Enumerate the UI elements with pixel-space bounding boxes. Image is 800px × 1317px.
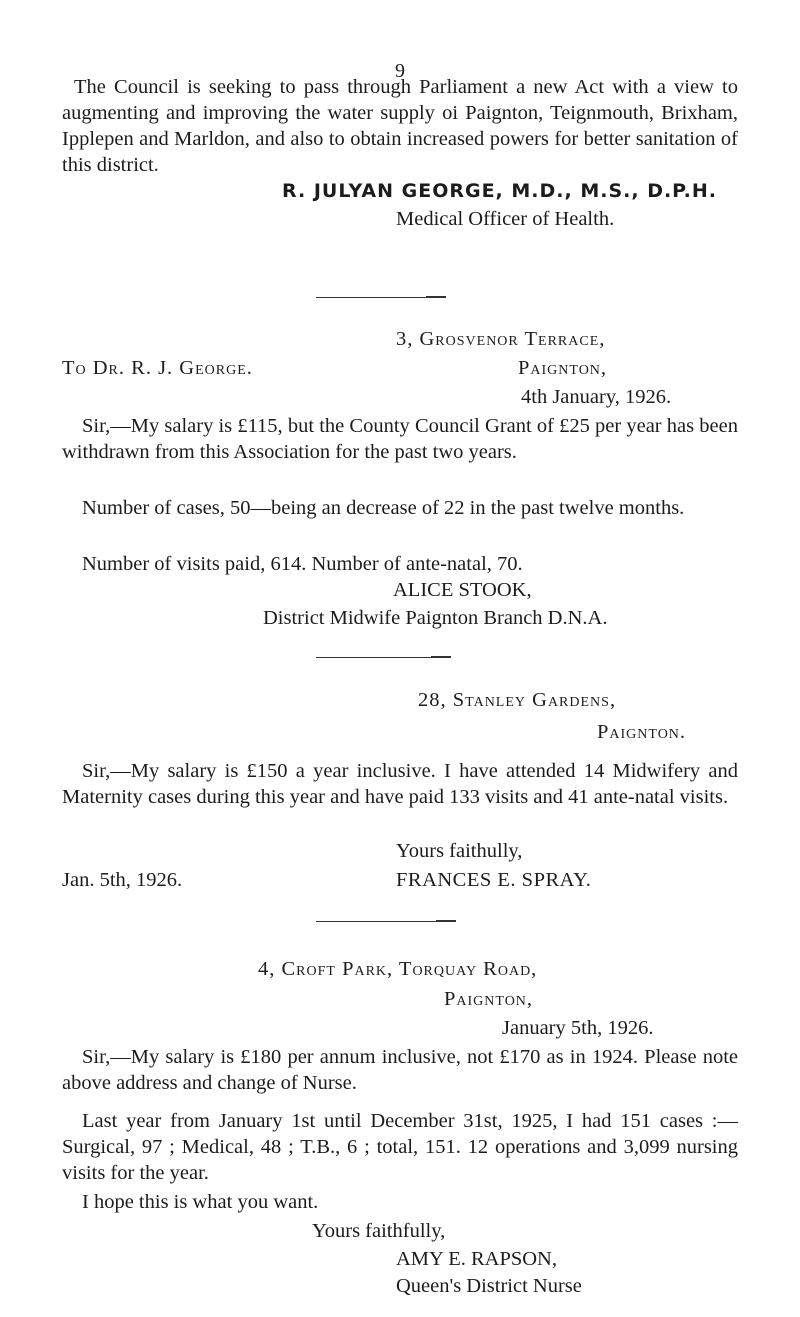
letter3-address-line2: Paignton, — [444, 988, 534, 1010]
letter1-paragraph-visits: Number of visits paid, 614. Number of ante-natal, 70. — [82, 553, 523, 575]
intro-signature-name: R. JULYAN GEORGE, M.D., M.S., D.P.H. — [282, 180, 717, 202]
letter1-paragraph-cases: Number of cases, 50—being an decrease of 22 in the past twelve months. — [82, 497, 685, 519]
letter2-signature-name: FRANCES E. SPRAY. — [396, 869, 592, 891]
letter3-closing: Yours faithfully, — [312, 1220, 446, 1242]
letter1-date: 4th January, 1926. — [521, 386, 672, 408]
letter3-paragraph-closing-note: I hope this is what you want. — [82, 1191, 319, 1213]
letter1-signature-title: District Midwife Paignton Branch D.N.A. — [263, 607, 608, 629]
letter2-paragraph: Sir,—My salary is £150 a year inclusive. I have attended 14 Midwifery and Maternity cases during this year and have paid 133 visits and 41 ante-natal visits. — [62, 760, 738, 808]
letter1-paragraph-salary: Sir,—My salary is £115, but the County Council Grant of £25 per year has been withdrawn from this Association for the past two years. — [62, 415, 738, 463]
letter2-address-line1: 28, Stanley Gardens, — [418, 689, 617, 711]
letter2-address-line2: Paignton. — [597, 721, 687, 743]
intro-paragraph: The Council is seeking to pass through Parliament a new Act with a view to augmenting and improving the water supply oi Paignton, Teignmouth, Brixham, Ipplepen and Marldon, and also to obtain increased powers for better sanitation of this district. — [62, 76, 738, 176]
section-divider — [316, 657, 451, 658]
section-divider — [316, 921, 456, 922]
letter2-closing: Yours faithully, — [396, 840, 523, 862]
letter3-signature-name: AMY E. RAPSON, — [396, 1248, 557, 1270]
letter3-address-line1: 4, Croft Park, Torquay Road, — [258, 958, 538, 980]
letter2-date: Jan. 5th, 1926. — [62, 869, 183, 891]
page-number: 9 — [395, 60, 405, 82]
letter1-recipient: To Dr. R. J. George. — [62, 357, 253, 379]
letter3-date: January 5th, 1926. — [502, 1017, 654, 1039]
letter1-address-line1: 3, Grosvenor Terrace, — [396, 328, 606, 350]
letter1-signature-name: ALICE STOOK, — [393, 579, 532, 601]
letter3-paragraph-cases: Last year from January 1st until December 31st, 1925, I had 151 cases :—Surgical, 97 ; Medical, 48 ; T.B., 6 ; total, 151. 12 operations and 3,099 nursing visits for the year. — [62, 1110, 738, 1184]
intro-signature-title: Medical Officer of Health. — [396, 208, 615, 230]
section-divider — [316, 297, 446, 298]
letter1-address-line2: Paignton, — [518, 357, 608, 379]
letter3-paragraph-salary: Sir,—My salary is £180 per annum inclusive, not £170 as in 1924. Please note above address and change of Nurse. — [62, 1046, 738, 1094]
letter3-signature-title: Queen's District Nurse — [396, 1275, 582, 1297]
